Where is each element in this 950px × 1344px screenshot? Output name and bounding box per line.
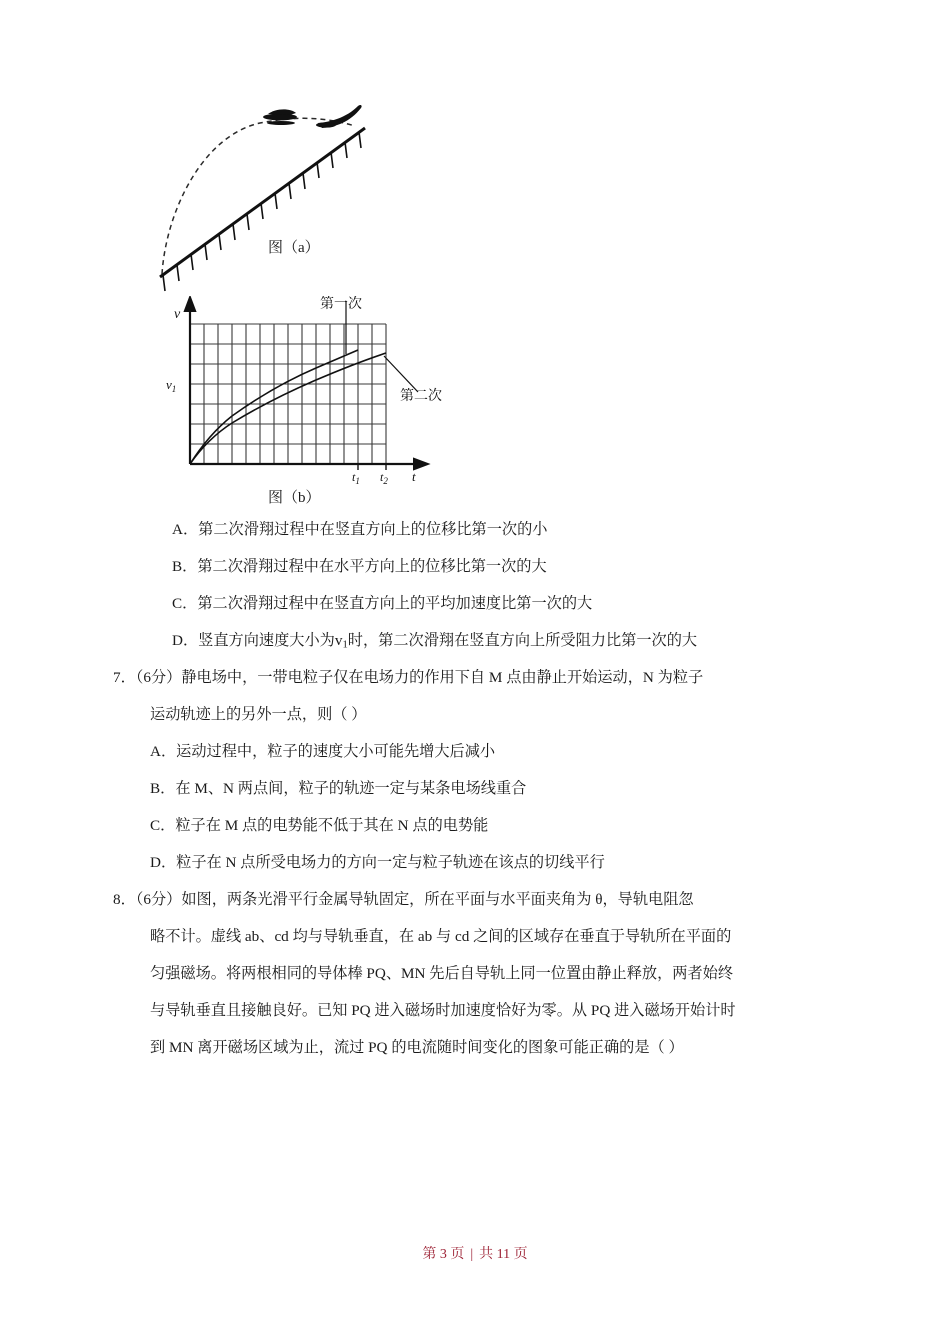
q7-stem-line-1 bbox=[113, 670, 703, 685]
q6-option-b-text: 第二次滑翔过程中在水平方向上的位移比第一次的大 bbox=[197, 558, 547, 575]
q7-option-b-text: 在 M、N 两点间，粒子的轨迹一定与某条电场线重合 bbox=[175, 780, 527, 797]
page-footer bbox=[0, 1243, 950, 1263]
q7-option-d bbox=[150, 855, 605, 870]
q8-score: （6分） bbox=[135, 891, 182, 908]
q7-option-d-text: 粒子在 N 点所受电场力的方向一定与粒子轨迹在该点的切线平行 bbox=[176, 854, 605, 871]
q7-option-d-label: D． bbox=[150, 854, 177, 871]
chart-grid bbox=[190, 324, 386, 464]
q7-stem-line-2: 运动轨迹上的另外一点，则（ ） bbox=[150, 706, 367, 723]
q8-stem-text-1: 如图，两条光滑平行金属导轨固定，所在平面与水平面夹角为 θ，导轨电阻忽 bbox=[181, 891, 694, 908]
q6-option-a-label: A． bbox=[172, 521, 199, 538]
q6-option-d-subscript: 1 bbox=[342, 639, 348, 651]
trajectory-dashed-path bbox=[162, 118, 355, 274]
axis-tick-label-t2: $t_2$ bbox=[380, 470, 388, 486]
q8-stem-line-4: 与导轨垂直且接触良好。已知 PQ 进入磁场时加速度恰好为零。从 PQ 进入磁场开始计时 bbox=[150, 1002, 736, 1019]
q8-stem-line-3: 匀强磁场。将两根相同的导体棒 PQ、MN 先后自导轨上同一位置由静止释放，两者始终 bbox=[150, 965, 734, 982]
slope-hatching bbox=[163, 132, 361, 291]
axis-tick-label-v1: $v_1$ bbox=[166, 377, 177, 394]
q7-option-a-label: A． bbox=[150, 743, 177, 760]
q6-option-a-text: 第二次滑翔过程中在竖直方向上的位移比第一次的小 bbox=[198, 521, 548, 538]
q6-option-d-label: D． bbox=[172, 632, 199, 649]
q6-option-d-text-pre: 竖直方向速度大小为v bbox=[198, 632, 343, 649]
q8-stem-line-1 bbox=[113, 892, 694, 907]
footer-separator: | bbox=[470, 1247, 474, 1262]
figure-a-caption: 图（a） bbox=[268, 240, 320, 256]
q6-option-b bbox=[172, 559, 547, 574]
figure-b-velocity-time-graph bbox=[160, 296, 460, 486]
q7-option-b bbox=[150, 781, 526, 796]
q6-option-d-text-post: 时，第二次滑翔在竖直方向上所受阻力比第一次的大 bbox=[347, 632, 698, 649]
q8-number: 8． bbox=[113, 891, 136, 908]
q6-option-b-label: B． bbox=[172, 558, 198, 575]
figure-a-glider-slope bbox=[150, 92, 410, 292]
annotation-second-glide: 第二次 bbox=[400, 387, 442, 403]
q6-option-c-text: 第二次滑翔过程中在竖直方向上的平均加速度比第一次的大 bbox=[197, 595, 593, 612]
q7-option-c-label: C． bbox=[150, 817, 176, 834]
annotation-first-glide: 第一次 bbox=[320, 296, 362, 311]
q7-option-c-text: 粒子在 M 点的电势能不低于其在 N 点的电势能 bbox=[175, 817, 489, 834]
q7-option-b-label: B． bbox=[150, 780, 176, 797]
axis-tick-label-t1: $t_1$ bbox=[352, 470, 360, 486]
q7-option-a-text: 运动过程中，粒子的速度大小可能先增大后减小 bbox=[176, 743, 496, 760]
q6-option-c bbox=[172, 596, 592, 611]
q8-stem-line-5: 到 MN 离开磁场区域为止，流过 PQ 的电流随时间变化的图象可能正确的是（ ） bbox=[150, 1039, 684, 1056]
axis-label-v: v bbox=[174, 307, 181, 322]
q6-option-d bbox=[172, 633, 697, 651]
glider-first bbox=[263, 109, 297, 125]
q7-option-a bbox=[150, 744, 495, 759]
q7-score: （6分） bbox=[135, 669, 182, 686]
axis-label-t: t bbox=[412, 469, 416, 484]
q7-stem-text-1: 静电场中，一带电粒子仅在电场力的作用下自 M 点由静止开始运动，N 为粒子 bbox=[181, 669, 704, 686]
q8-stem-line-2: 略不计。虚线 ab、cd 均与导轨垂直，在 ab 与 cd 之间的区域存在垂直于导轨所在平面的 bbox=[150, 928, 732, 945]
q6-option-a bbox=[172, 522, 547, 537]
q7-option-c bbox=[150, 818, 488, 833]
q6-option-c-label: C． bbox=[172, 595, 198, 612]
figure-b-caption: 图（b） bbox=[268, 490, 321, 506]
q7-number: 7． bbox=[113, 669, 136, 686]
glider-second bbox=[316, 105, 362, 128]
footer-total-pages: 共 11 页 bbox=[479, 1247, 528, 1262]
footer-page-number: 第 3 页 bbox=[422, 1247, 465, 1262]
